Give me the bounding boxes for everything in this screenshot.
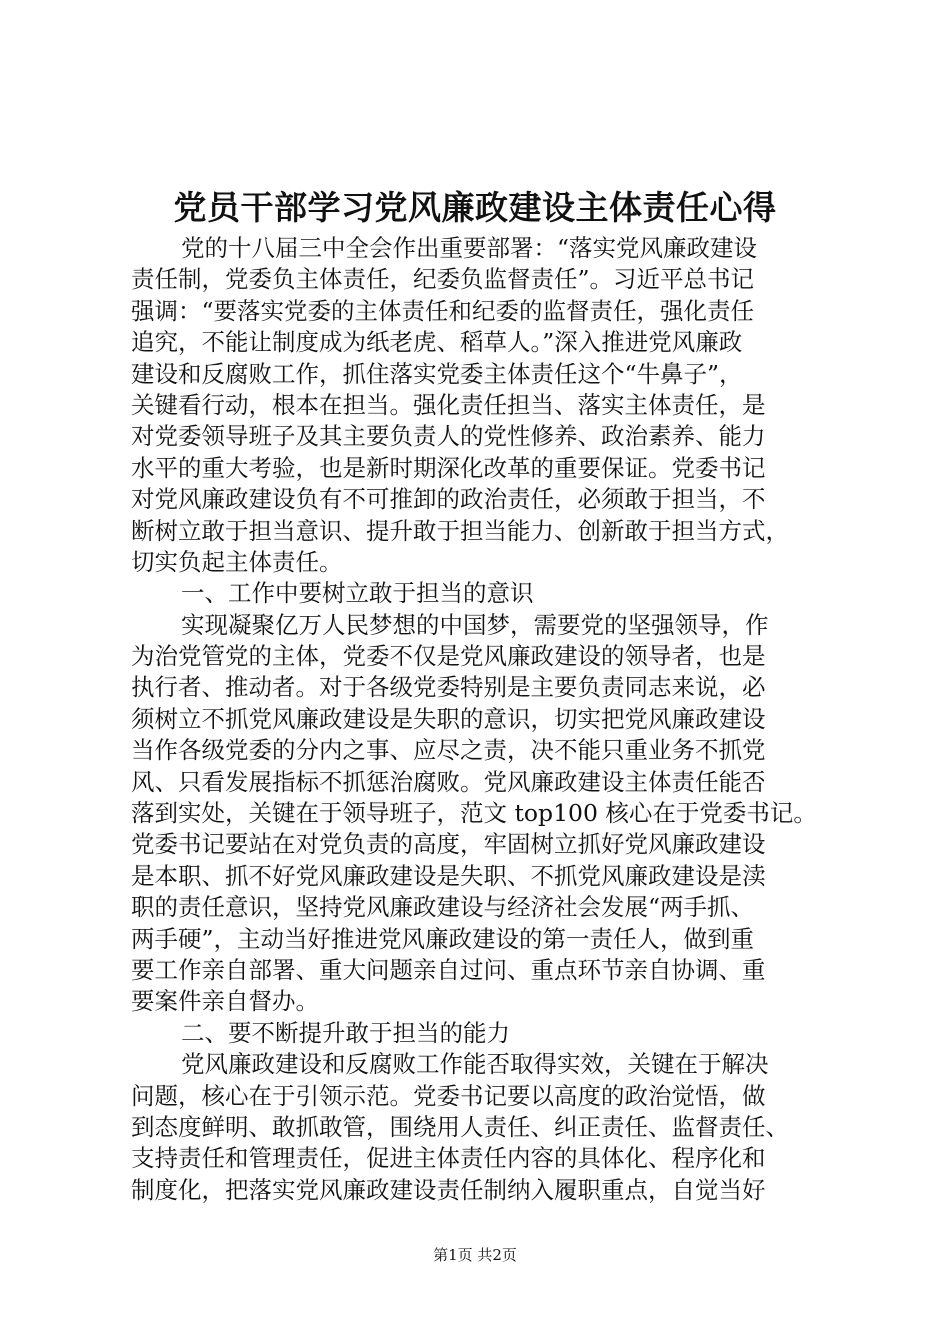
document-body: [131, 233, 831, 1206]
text-line: 水平的重大考验，也是新时期深化改革的重要保证。党委书记: [131, 453, 766, 482]
text-line: 支持责任和管理责任，促进主体责任内容的具体化、程序化和: [131, 1144, 766, 1173]
text-line: 党风廉政建设和反腐败工作能否取得实效，关键在于解决: [181, 1050, 769, 1079]
text-line: 党的十八届三中全会作出重要部署：“落实党风廉政建设: [181, 234, 758, 262]
text-line: 制度化，把落实党风廉政建设责任制纳入履职重点，自觉当好: [131, 1175, 766, 1204]
text-line: 风、只看发展指标不抓惩治腐败。党风廉政建设主体责任能否: [131, 767, 766, 796]
text-line: 须树立不抓党风廉政建设是失职的意识，切实把党风廉政建设: [131, 704, 766, 733]
text-line: 建设和反腐败工作，抓住落实党委主体责任这个“牛鼻子”，: [131, 359, 743, 388]
text-line: 要工作亲自部署、重大问题亲自过问、重点环节亲自协调、重: [131, 955, 766, 984]
text-line: 断树立敢于担当意识、提升敢于担当能力、创新敢于担当方式，: [131, 516, 789, 545]
text-line: 职的责任意识，坚持党风廉政建设与经济社会发展“两手抓、: [131, 893, 755, 922]
text-line: 强调：“要落实党委的主体责任和纪委的监督责任，强化责任: [131, 296, 755, 325]
text-line: 落到实处，关键在于领导班子，范文 top100 核心在于党委书记。: [131, 799, 817, 828]
page-number-footer: 第1页 共2页: [433, 1246, 517, 1264]
section-heading: 一、工作中要树立敢于担当的意识: [181, 579, 534, 608]
text-line: 要案件亲自督办。: [131, 987, 319, 1016]
document-title: 党员干部学习党风廉政建设主体责任心得: [173, 188, 777, 227]
text-line: 对党委领导班子及其主要负责人的党性修养、政治素养、能力: [131, 422, 766, 451]
text-line: 问题，核心在于引领示范。党委书记要以高度的政治觉悟，做: [131, 1081, 766, 1110]
text-line: 实现凝聚亿万人民梦想的中国梦，需要党的坚强领导，作: [181, 610, 769, 639]
text-line: 对党风廉政建设负有不可推卸的政治责任，必须敢于担当，不: [131, 485, 766, 514]
text-line: 党委书记要站在对党负责的高度，牢固树立抓好党风廉政建设: [131, 830, 766, 859]
text-line: 追究，不能让制度成为纸老虎、稻草人。”深入推进党风廉政: [131, 328, 743, 357]
text-line: 切实负起主体责任。: [131, 547, 343, 576]
text-line: 两手硬”，主动当好推进党风廉政建设的第一责任人，做到重: [131, 924, 755, 953]
text-line: 是本职、抓不好党风廉政建设是失职、不抓党风廉政建设是渎: [131, 861, 766, 890]
section-heading: 二、要不断提升敢于担当的能力: [181, 1018, 510, 1047]
text-line: 责任制，党委负主体责任，纪委负监督责任”。习近平总书记: [131, 265, 755, 294]
text-line: 执行者、推动者。对于各级党委特别是主要负责同志来说，必: [131, 673, 766, 702]
text-line: 为治党管党的主体，党委不仅是党风廉政建设的领导者，也是: [131, 642, 766, 671]
text-line: 关键看行动，根本在担当。强化责任担当、落实主体责任，是: [131, 390, 766, 419]
text-line: 到态度鲜明、敢抓敢管，围绕用人责任、纠正责任、监督责任、: [131, 1112, 789, 1141]
text-line: 当作各级党委的分内之事、应尽之责，决不能只重业务不抓党: [131, 736, 766, 765]
